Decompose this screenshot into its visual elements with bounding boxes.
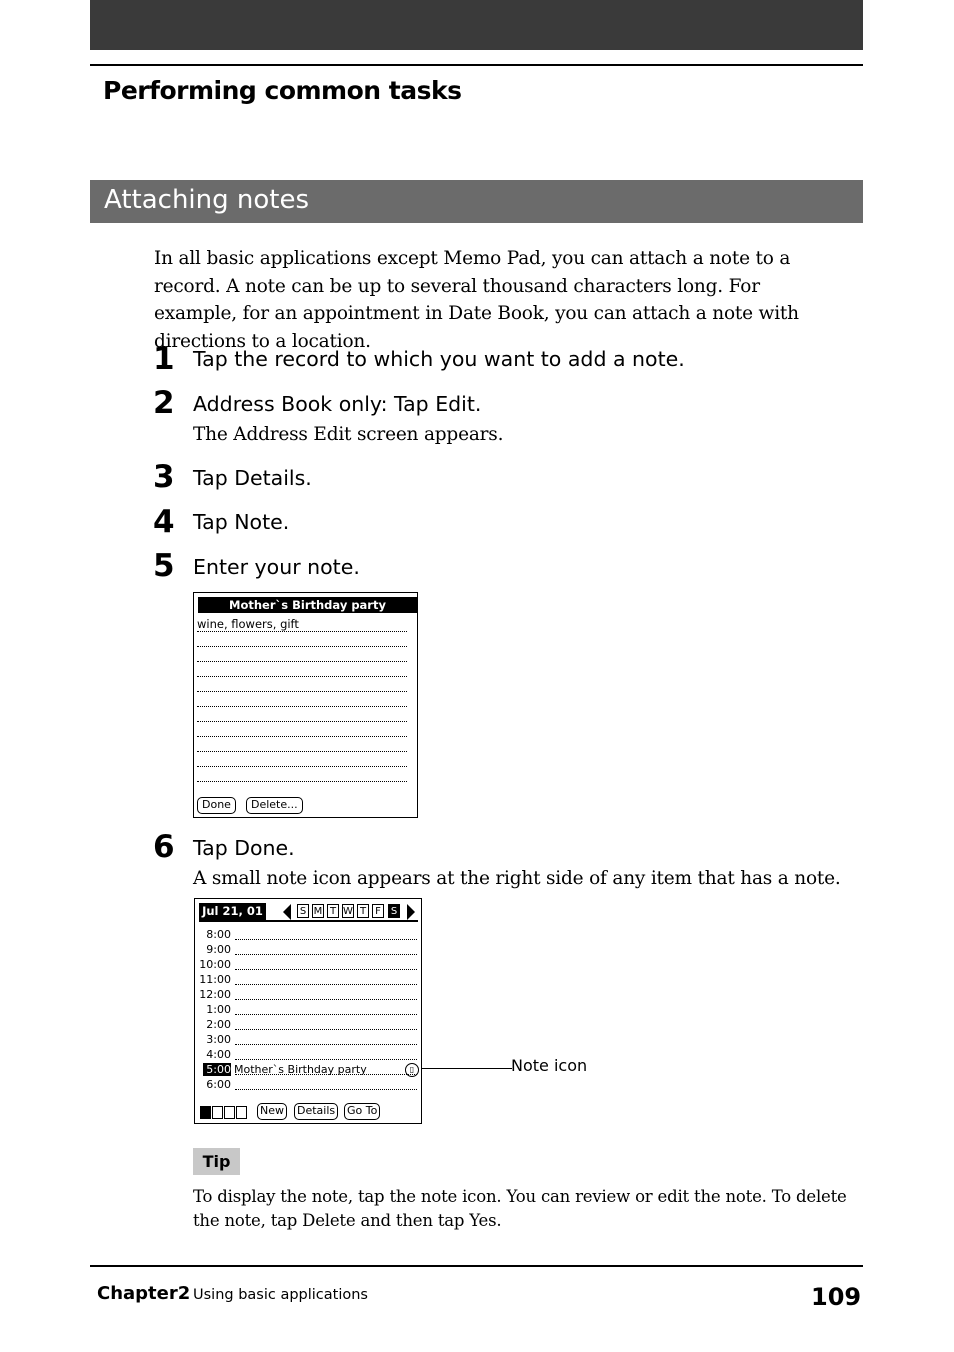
time-slot-selected[interactable]: 5:00 [203, 1063, 231, 1076]
section-title: Performing common tasks [103, 76, 462, 105]
step-text: Tap Done. [193, 836, 295, 860]
agenda-view-icon[interactable] [236, 1106, 247, 1119]
step-text: Tap the record to which you want to add a note. [193, 347, 685, 371]
goto-button[interactable]: Go To [344, 1103, 380, 1120]
day-button[interactable]: W [343, 906, 353, 917]
time-slot[interactable]: 11:00 [199, 973, 231, 986]
prev-week-arrow-icon[interactable] [283, 904, 291, 920]
note-line [197, 721, 407, 722]
time-slot[interactable]: 1:00 [206, 1003, 231, 1016]
delete-button[interactable]: Delete... [246, 797, 303, 814]
appointment-text[interactable]: Mother`s Birthday party [234, 1063, 367, 1076]
note-line [197, 736, 407, 737]
note-line [197, 781, 407, 782]
slot-line [235, 1059, 417, 1060]
month-view-icon[interactable] [224, 1106, 235, 1119]
tip-text: To display the note, tap the note icon. You can review or edit the note. To delete the note, tap Delete and then tap Yes. [193, 1187, 847, 1230]
intro-paragraph: In all basic applications except Memo Pad, you can attach a note to a record. A note can be up to several thousand characters long. For example, for an appointment in Date Book, you can attach a note with directions to a location. [154, 248, 799, 352]
note-line [197, 631, 407, 632]
date-label[interactable]: Jul 21, 01 [199, 903, 266, 920]
footer-subtitle: Using basic applications [193, 1287, 368, 1303]
step-subtext: A small note icon appears at the right side of any item that has a note. [193, 868, 841, 889]
day-button-selected[interactable]: S [388, 904, 400, 918]
step-number: 1 [153, 341, 175, 377]
step-number: 4 [153, 504, 175, 540]
day-view-icon[interactable] [200, 1106, 211, 1119]
new-button[interactable]: New [257, 1103, 287, 1120]
note-line [197, 766, 407, 767]
note-text[interactable]: wine, flowers, gift [197, 617, 299, 631]
note-screen-title: Mother`s Birthday party [198, 597, 417, 613]
day-button[interactable]: S [297, 904, 309, 918]
slot-line [235, 969, 417, 970]
step-number: 6 [153, 829, 175, 865]
step-subtext: The Address Edit screen appears. [193, 424, 504, 445]
time-slot[interactable]: 4:00 [206, 1048, 231, 1061]
day-button[interactable]: T [357, 904, 369, 918]
done-button[interactable]: Done [197, 797, 236, 814]
footer-chapter: Chapter2 [97, 1283, 191, 1304]
time-slot[interactable]: 12:00 [199, 988, 231, 1001]
note-line [197, 661, 407, 662]
note-line [197, 706, 407, 707]
tip-label: Tip [193, 1148, 240, 1175]
time-slot[interactable]: 10:00 [199, 958, 231, 971]
time-slot[interactable]: 2:00 [206, 1018, 231, 1031]
step-text: Tap Note. [193, 510, 290, 534]
note-line [197, 751, 407, 752]
slot-line [235, 1089, 417, 1090]
next-week-arrow-icon[interactable] [407, 904, 415, 920]
step-text: Tap Details. [193, 466, 312, 490]
slot-line [235, 1014, 417, 1015]
slot-line [235, 984, 417, 985]
step-number: 5 [153, 548, 175, 584]
step-text: Enter your note. [193, 555, 360, 579]
page-number: 109 [811, 1283, 862, 1311]
day-button[interactable]: F [372, 904, 384, 918]
note-icon[interactable]: ▯ [405, 1063, 419, 1077]
step-text: Address Book only: Tap Edit. [193, 392, 482, 416]
slot-line [235, 954, 417, 955]
time-slot[interactable]: 8:00 [206, 928, 231, 941]
footer-rule [90, 1265, 863, 1267]
note-line [197, 646, 407, 647]
note-line [197, 691, 407, 692]
step-number: 2 [153, 385, 175, 421]
slot-line [235, 999, 417, 1000]
note-line [197, 676, 407, 677]
note-icon-callout: Note icon [511, 1056, 588, 1075]
time-slot[interactable]: 6:00 [206, 1078, 231, 1091]
time-slot[interactable]: 3:00 [206, 1033, 231, 1046]
slot-line [235, 1044, 417, 1045]
header-bar [199, 920, 418, 922]
datebook-screen [194, 898, 422, 1124]
time-slot[interactable]: 9:00 [206, 943, 231, 956]
band-title: Attaching notes [104, 185, 310, 215]
callout-leader [422, 1068, 512, 1069]
slot-line [235, 1074, 417, 1075]
header-rule [90, 64, 863, 66]
slot-line [235, 939, 417, 940]
day-button[interactable]: T [327, 904, 339, 918]
slot-line [235, 1029, 417, 1030]
day-button[interactable]: M [313, 906, 323, 917]
step-number: 3 [153, 459, 175, 495]
note-screen [193, 592, 418, 818]
top-bar [90, 0, 863, 50]
week-view-icon[interactable] [212, 1106, 223, 1119]
details-button[interactable]: Details [294, 1103, 338, 1120]
